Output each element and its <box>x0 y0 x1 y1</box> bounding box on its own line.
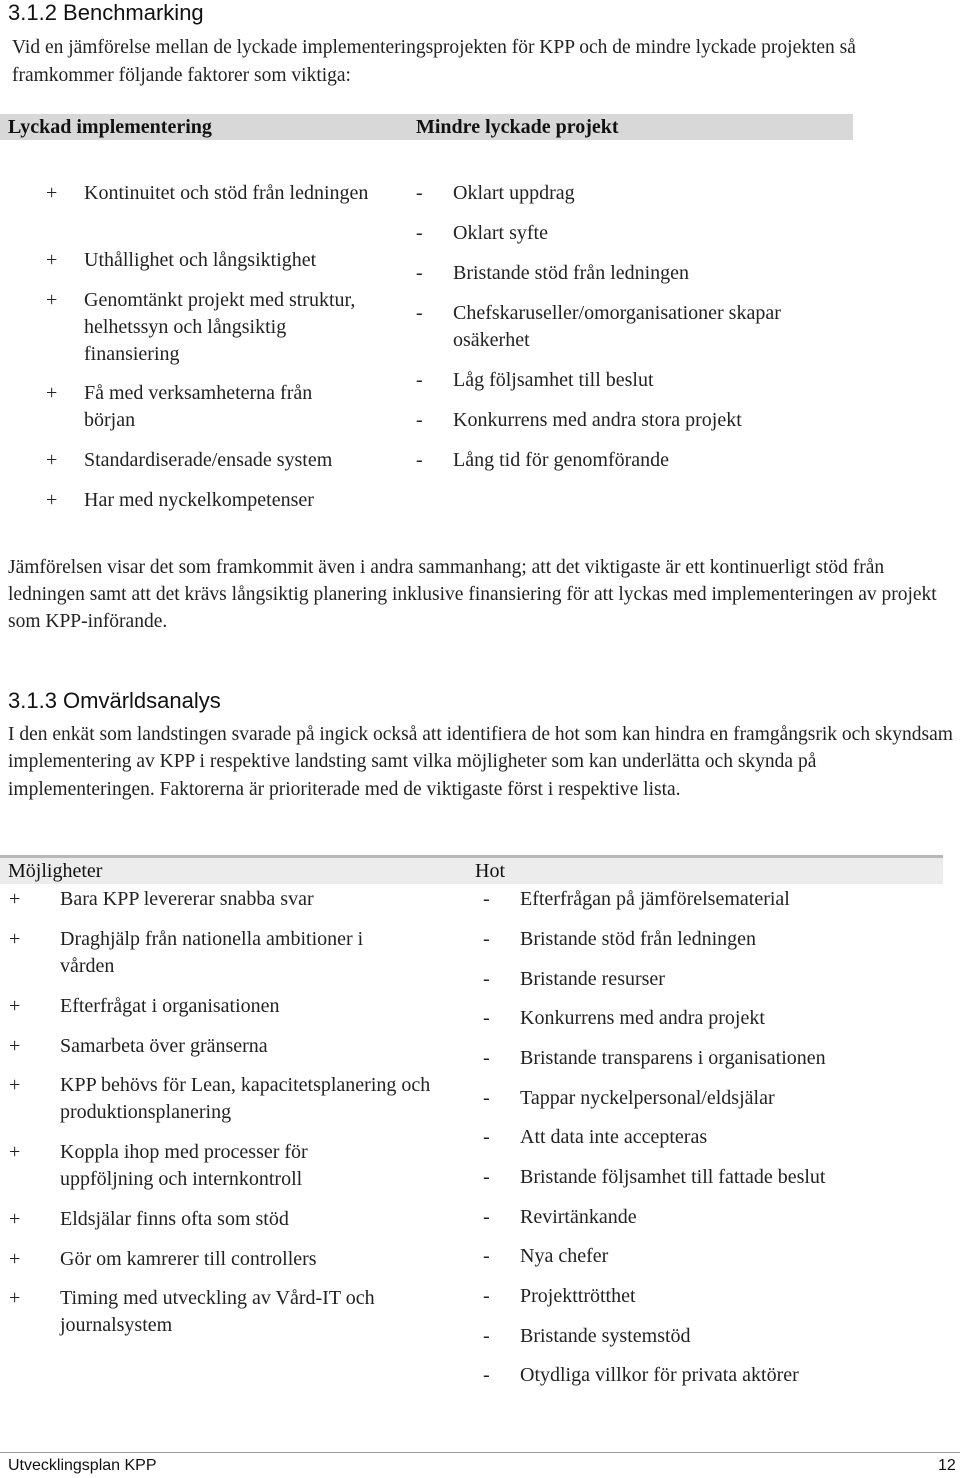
list-item-text: Nya chefer <box>520 1245 609 1267</box>
header-opportunities: Möjligheter <box>8 860 103 882</box>
list-item <box>416 180 856 207</box>
list-item-text: Har med nyckelkompetenser <box>84 489 314 511</box>
list-item-text: Konkurrens med andra projekt <box>520 1007 765 1029</box>
list-item <box>483 1085 943 1112</box>
benchmarking-intro: Vid en jämförelse mellan de lyckade implementeringsprojekten för KPP och de mindre lyckade projekten så framkommer följande faktorer som viktiga: <box>12 37 856 86</box>
minus-marker: - <box>483 1007 490 1029</box>
list-item <box>9 926 419 980</box>
minus-marker: - <box>416 262 423 284</box>
minus-marker: - <box>483 1206 490 1228</box>
list-item <box>46 180 386 207</box>
list-item <box>46 447 406 474</box>
list-item-text: Bristande resurser <box>520 968 665 990</box>
list-item-text: Timing med utveckling av Vård-IT och journalsystem <box>60 1287 375 1336</box>
list-item <box>9 1246 449 1273</box>
list-item <box>483 1323 943 1350</box>
benchmarking-conclusion: Jämförelsen visar det som framkommit även i andra sammanhang; att det viktigaste är ett kontinuerligt stöd från ledningen samt att det krävs långsiktig planering inklusive finansiering för att lyckas med implementeringen av projekt som KPP-införande. <box>8 557 937 632</box>
minus-marker: - <box>483 1087 490 1109</box>
footer-document-title: Utvecklingsplan KPP <box>8 1457 157 1474</box>
list-item <box>46 247 386 274</box>
list-item-text: Bristande systemstöd <box>520 1325 691 1347</box>
header-less-successful: Mindre lyckade projekt <box>416 116 619 138</box>
plus-marker: + <box>9 1287 21 1309</box>
minus-marker: - <box>416 449 423 471</box>
omvarldsanalys-intro: I den enkät som landstingen svarade på ingick också att identifiera de hot som kan hindra en framgångsrik och skyndsam implementering av KPP i respektive landsting samt vilka möjligheter som kan underlätta och skynda på implementeringen. Faktorerna är prioriterade med de viktigaste först i respektive lista. <box>8 724 953 800</box>
minus-marker: - <box>483 1285 490 1307</box>
list-item-text: Koppla ihop med processer för uppföljning och internkontroll <box>60 1141 308 1190</box>
plus-marker: + <box>46 449 58 471</box>
swot-table-header-bar <box>0 855 943 884</box>
plus-marker: + <box>9 1035 21 1057</box>
plus-marker: + <box>9 1248 21 1270</box>
list-item-text: KPP behövs för Lean, kapacitetsplanering och produktionsplanering <box>60 1074 431 1123</box>
list-item-text: Chefskaruseller/omorganisationer skapar osäkerhet <box>453 302 781 351</box>
list-item <box>483 1283 943 1310</box>
list-item-text: Efterfrågan på jämförelsematerial <box>520 888 790 910</box>
footer-page-number: 12 <box>938 1457 956 1474</box>
header-successful: Lyckad implementering <box>8 116 212 138</box>
section-heading-benchmarking: 3.1.2 Benchmarking <box>8 0 204 25</box>
list-item <box>483 1124 943 1151</box>
list-item-text: Eldsjälar finns ofta som stöd <box>60 1208 289 1230</box>
list-item-text: Projekttrötthet <box>520 1285 636 1307</box>
list-item <box>483 1045 943 1072</box>
list-item <box>9 1139 369 1193</box>
list-item-text: Draghjälp från nationella ambitioner i vården <box>60 928 364 977</box>
list-item-text: Lång tid för genomförande <box>453 449 670 471</box>
list-item-text: Oklart syfte <box>453 222 548 244</box>
list-item-text: Låg följsamhet till beslut <box>453 369 654 391</box>
list-item-text: Oklart uppdrag <box>453 182 575 204</box>
list-item-text: Tappar nyckelpersonal/eldsjälar <box>520 1087 775 1109</box>
minus-marker: - <box>483 1047 490 1069</box>
list-item-text: Genomtänkt projekt med struktur, helhetssyn och långsiktig finansiering <box>84 289 356 365</box>
section-heading-omvarldsanalys: 3.1.3 Omvärldsanalys <box>8 688 221 713</box>
plus-marker: + <box>46 249 58 271</box>
list-item-text: Bara KPP levererar snabba svar <box>60 888 314 910</box>
list-item <box>483 1243 943 1270</box>
list-item <box>483 966 943 993</box>
list-item <box>416 220 856 247</box>
header-threats: Hot <box>475 860 505 882</box>
list-item-text: Efterfrågat i organisationen <box>60 995 280 1017</box>
plus-marker: + <box>9 1141 21 1163</box>
plus-marker: + <box>9 888 21 910</box>
minus-marker: - <box>483 1126 490 1148</box>
list-item-text: Konkurrens med andra stora projekt <box>453 409 742 431</box>
list-item-text: Samarbeta över gränserna <box>60 1035 268 1057</box>
list-item <box>9 1072 459 1126</box>
list-item-text: Gör om kamrerer till controllers <box>60 1248 317 1270</box>
minus-marker: - <box>483 1245 490 1267</box>
list-item-text: Bristande stöd från ledningen <box>453 262 690 284</box>
plus-marker: + <box>9 1208 21 1230</box>
list-item <box>46 380 346 434</box>
plus-marker: + <box>46 182 58 204</box>
list-item-text: Bristande stöd från ledningen <box>520 928 757 950</box>
list-item-text: Få med verksamheterna från början <box>84 382 313 431</box>
list-item <box>416 367 856 394</box>
list-item <box>46 487 406 514</box>
list-item-text: Bristande följsamhet till fattade beslut <box>520 1166 826 1188</box>
minus-marker: - <box>416 409 423 431</box>
list-item-text: Otydliga villkor för privata aktörer <box>520 1364 799 1386</box>
list-item <box>483 1362 943 1389</box>
list-item-text: Uthållighet och långsiktighet <box>84 249 317 271</box>
list-item <box>483 1005 943 1032</box>
list-item <box>9 1033 449 1060</box>
plus-marker: + <box>46 289 58 311</box>
list-item <box>9 886 449 913</box>
minus-marker: - <box>483 1364 490 1386</box>
minus-marker: - <box>416 222 423 244</box>
minus-marker: - <box>416 182 423 204</box>
minus-marker: - <box>483 928 490 950</box>
minus-marker: - <box>483 968 490 990</box>
plus-marker: + <box>9 1074 21 1096</box>
minus-marker: - <box>416 302 423 324</box>
list-item-text: Standardiserade/ensade system <box>84 449 333 471</box>
list-item <box>416 260 856 287</box>
list-item <box>46 287 386 368</box>
list-item <box>483 1204 943 1231</box>
plus-marker: + <box>46 382 58 404</box>
minus-marker: - <box>483 888 490 910</box>
list-item-text: Kontinuitet och stöd från ledningen <box>84 182 369 204</box>
list-item <box>483 886 943 913</box>
list-item <box>483 926 943 953</box>
footer-divider <box>0 1452 960 1453</box>
list-item <box>483 1164 943 1191</box>
plus-marker: + <box>46 489 58 511</box>
list-item <box>9 993 449 1020</box>
list-item-text: Att data inte accepteras <box>520 1126 708 1148</box>
list-item-text: Bristande transparens i organisationen <box>520 1047 826 1069</box>
plus-marker: + <box>9 928 21 950</box>
list-item <box>9 1206 449 1233</box>
list-item <box>416 447 856 474</box>
list-item-text: Revirtänkande <box>520 1206 637 1228</box>
minus-marker: - <box>416 369 423 391</box>
minus-marker: - <box>483 1166 490 1188</box>
list-item <box>9 1285 439 1339</box>
minus-marker: - <box>483 1325 490 1347</box>
list-item <box>416 300 856 354</box>
list-item <box>416 407 856 434</box>
plus-marker: + <box>9 995 21 1017</box>
